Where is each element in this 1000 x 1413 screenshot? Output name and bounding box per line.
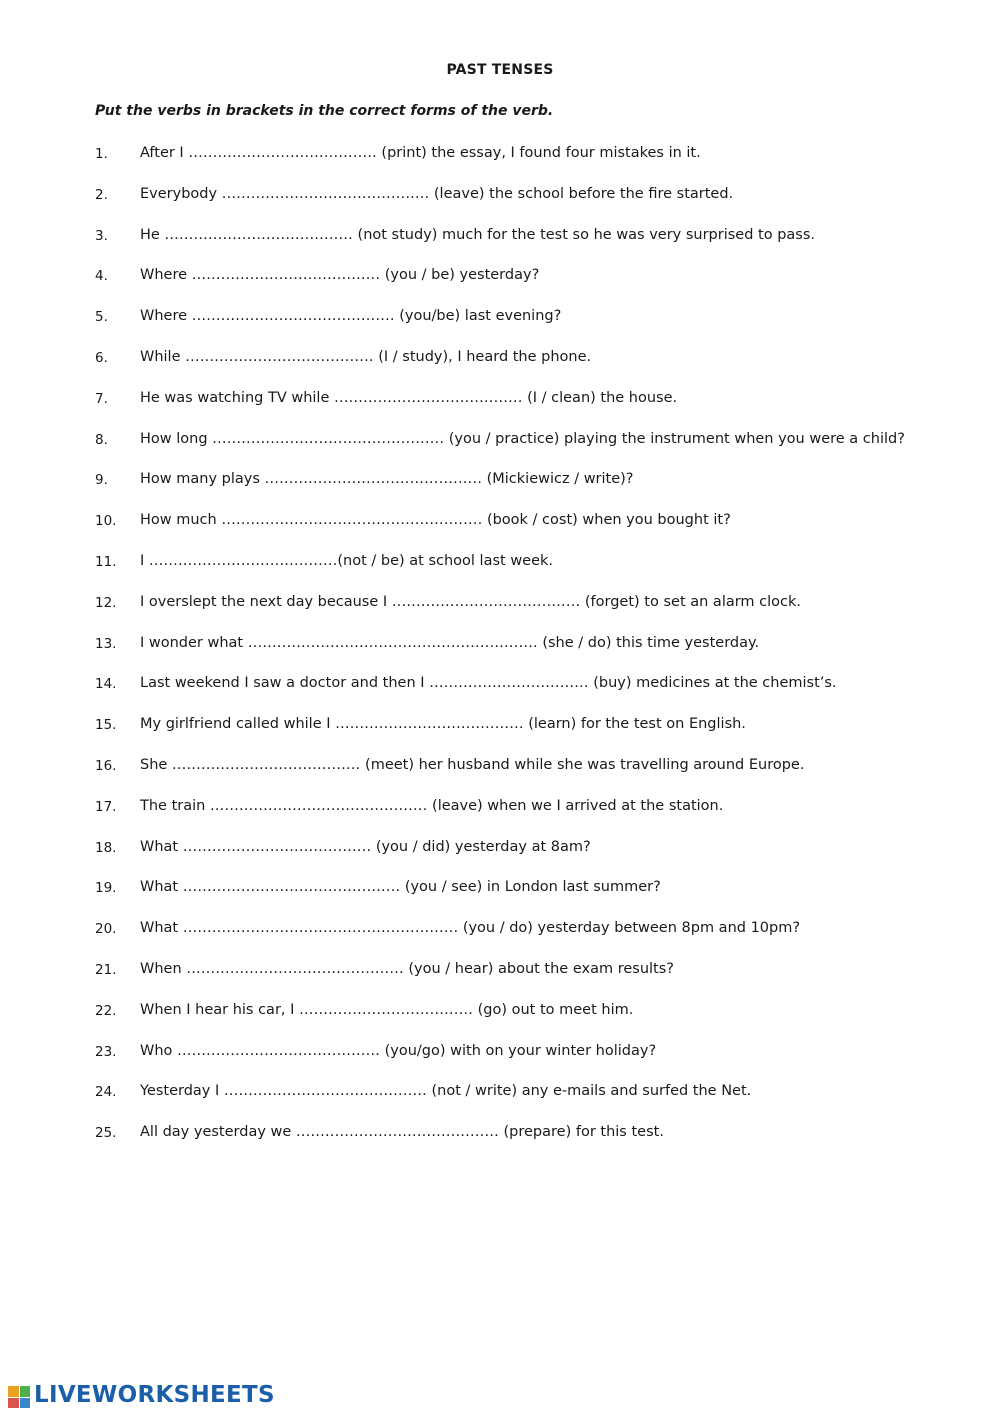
item-number: 10.: [95, 513, 117, 530]
item-text: After I ………………………………… (print) the essay, I found four mistakes in it.: [140, 145, 701, 161]
exercise-item: [95, 507, 975, 548]
item-number: 7.: [95, 390, 108, 407]
exercise-item: [95, 915, 975, 956]
item-text: How many plays ……………………………………… (Mickiewicz / write)?: [140, 471, 634, 488]
exercise-item: [95, 1119, 975, 1160]
exercise-item: [95, 997, 975, 1038]
item-text: All day yesterday we …………………………………… (prepare) for this test.: [140, 1124, 664, 1141]
exercise-item: [95, 303, 975, 344]
item-number: 20.: [95, 921, 117, 938]
item-number: 22.: [95, 1002, 117, 1019]
item-number: 12.: [95, 594, 117, 611]
exercise-item: [95, 630, 975, 671]
exercise-item: [95, 262, 975, 303]
item-number: 18.: [95, 839, 117, 856]
exercise-item: [95, 793, 975, 834]
exercise-item: [95, 589, 975, 630]
item-number: 5.: [95, 309, 108, 326]
logo-squares-icon: [8, 1386, 30, 1408]
item-number: 19.: [95, 880, 117, 897]
item-text: What ……………………………………… (you / see) in London last summer?: [140, 879, 661, 896]
exercise-item: [95, 670, 975, 711]
item-text: What ………………………………………………… (you / do) yesterday between 8pm and 10pm?: [140, 920, 801, 937]
item-number: 17.: [95, 798, 117, 815]
item-text: I …………………………………(not / be) at school last week.: [140, 552, 554, 569]
item-text: How long ………………………………………… (you / practice) playing the instrument when you were a child?: [140, 430, 905, 447]
item-text: She ………………………………… (meet) her husband while she was travelling around Europe.: [140, 756, 805, 773]
exercise-item: [95, 1038, 975, 1079]
item-number: 4.: [95, 268, 108, 285]
logo-square: [20, 1386, 31, 1397]
exercise-item: [95, 711, 975, 752]
exercise-item: [95, 344, 975, 385]
exercise-item: [95, 834, 975, 875]
item-number: 25.: [95, 1125, 117, 1142]
item-text: He ………………………………… (not study) much for the test so he was very surprised to pass.: [140, 226, 816, 243]
item-text: When I hear his car, I ……………………………… (go) out to meet him.: [140, 1001, 634, 1018]
item-number: 6.: [95, 349, 108, 366]
exercise-item: [95, 956, 975, 997]
liveworksheets-logo[interactable]: [8, 1380, 275, 1410]
exercise-item: [95, 385, 975, 426]
item-number: 2.: [95, 186, 108, 203]
exercise-item: [95, 222, 975, 263]
exercise-item: [95, 181, 975, 222]
item-number: 9.: [95, 472, 108, 489]
item-text: He was watching TV while ………………………………… (I / clean) the house.: [140, 389, 678, 406]
exercise-item: [95, 426, 975, 467]
item-text: Who …………………………………… (you/go) with on your winter holiday?: [140, 1042, 657, 1059]
logo-square: [8, 1386, 19, 1397]
item-text: The train ……………………………………… (leave) when we I arrived at the station.: [140, 797, 724, 814]
logo-text: LIVEWORKSHEETS: [34, 1382, 275, 1408]
item-text: Yesterday I …………………………………… (not / write) any e-mails and surfed the Net.: [140, 1083, 752, 1100]
instructions: Put the verbs in brackets in the correct forms of the verb.: [95, 103, 554, 119]
item-number: 15.: [95, 717, 117, 734]
item-number: 23.: [95, 1043, 117, 1060]
exercise-item: [95, 466, 975, 507]
item-text: My girlfriend called while I ………………………………… (learn) for the test on English.: [140, 716, 746, 733]
item-text: How much ……………………………………………… (book / cost) when you bought it?: [140, 512, 731, 529]
exercise-item: [95, 752, 975, 793]
logo-square: [20, 1398, 31, 1409]
item-number: 3.: [95, 227, 108, 244]
item-text: Where …………………………………… (you/be) last evening?: [140, 308, 562, 325]
item-number: 24.: [95, 1084, 117, 1101]
item-text: What ………………………………… (you / did) yesterday at 8am?: [140, 838, 591, 855]
exercise-list: [95, 140, 975, 1160]
exercise-item: [95, 548, 975, 589]
item-text: Last weekend I saw a doctor and then I …………………………… (buy) medicines at the chemist’s.: [140, 675, 837, 692]
item-number: 11.: [95, 553, 117, 570]
exercise-item: [95, 140, 975, 181]
item-number: 14.: [95, 676, 117, 693]
exercise-item: [95, 1078, 975, 1119]
item-number: 16.: [95, 757, 117, 774]
item-text: Everybody ………………………………….… (leave) the school before the fire started.: [140, 185, 734, 202]
item-number: 1.: [95, 146, 108, 162]
item-number: 13.: [95, 635, 117, 652]
item-text: I wonder what …………………………………………………… (she / do) this time yesterday.: [140, 634, 760, 651]
item-text: I overslept the next day because I ………………………………… (forget) to set an alarm clock.: [140, 593, 802, 610]
item-number: 8.: [95, 431, 108, 448]
logo-square: [8, 1398, 19, 1409]
item-number: 21.: [95, 961, 117, 978]
exercise-item: [95, 874, 975, 915]
item-text: While ………………………………… (I / study), I heard the phone.: [140, 348, 592, 365]
item-text: Where ………………………………… (you / be) yesterday?: [140, 267, 540, 284]
item-text: When ……………………………………… (you / hear) about the exam results?: [140, 960, 674, 977]
page-title: PAST TENSES: [446, 62, 554, 78]
